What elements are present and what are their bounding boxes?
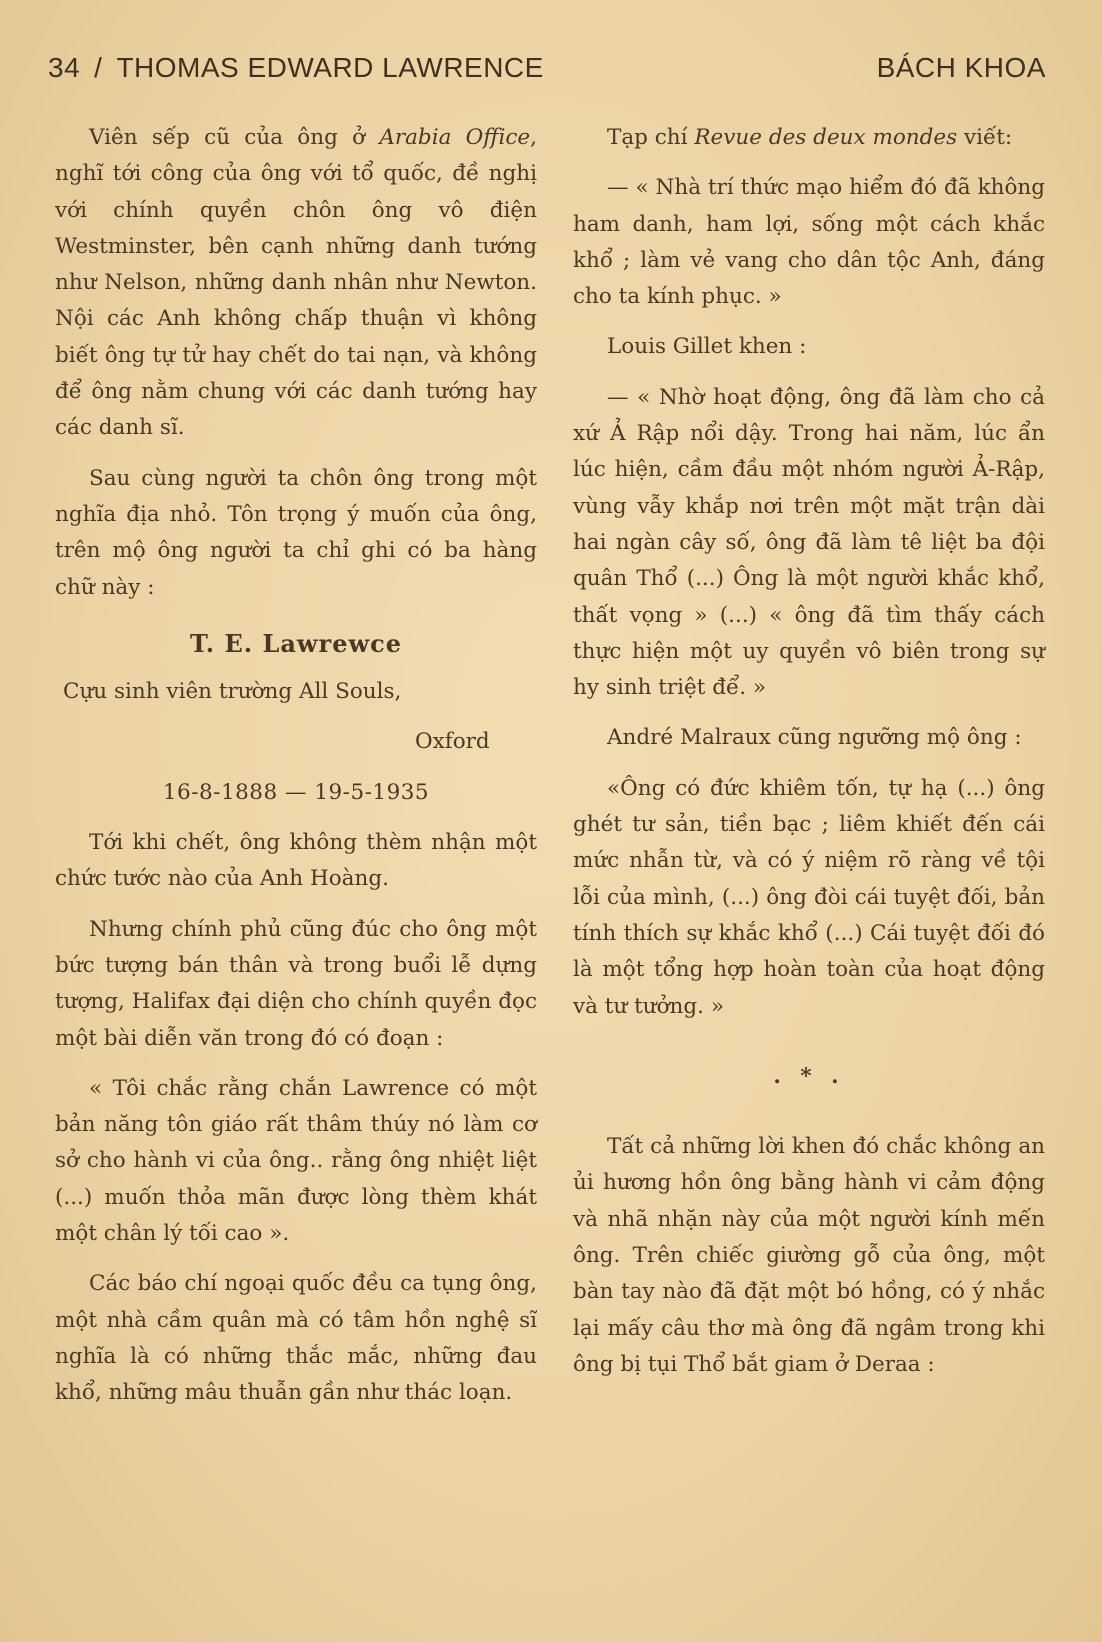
page-number: 34: [48, 52, 81, 83]
paragraph-gillet-intro: Louis Gillet khen :: [607, 334, 807, 360]
paragraph-revue-quote: — « Nhà trí thức mạo hiểm đó đã không ham danh, ham lợi, sống một cách khắc khổ ; làm vẻ vang cho dân tộc Anh, đáng cho ta kính phục. »: [573, 175, 1045, 310]
left-column: [55, 120, 537, 1426]
paragraph-text: viết:: [957, 125, 1013, 150]
paragraph-burial-request: [55, 120, 537, 447]
paragraph-revue-intro: [573, 120, 1045, 156]
epitaph-name: T. E. Lawrewce: [189, 628, 403, 658]
magazine-name: BÁCH KHOA: [876, 52, 1046, 83]
paragraph-bust-statue: Nhưng chính phủ cũng đúc cho ông một bức tượng bán thân và trong buổi lễ dựng tượng, Halifax đại diện cho chính quyền đọc một bài diễn văn trong đó có đoạn :: [55, 916, 537, 1051]
epitaph-dates: 16-8-1888 — 19-5-1935: [162, 779, 430, 805]
page-header: [48, 52, 1046, 84]
right-column: [573, 120, 1045, 1397]
epitaph-line: Cựu sinh viên trường All Souls,: [63, 679, 402, 705]
paragraph-halifax-quote: « Tôi chắc rằng chắn Lawrence có một bản năng tôn giáo rất thâm thúy nó làm cơ sở cho hành vi của ông.. rằng ông nhiệt liệt (...) muốn thỏa mãn được lòng thèm khát một chân lý tối cao ».: [55, 1075, 537, 1247]
paragraph-gillet-quote: — « Nhờ hoạt động, ông đã làm cho cả xứ Ả Rập nổi dậy. Trong hai năm, lúc ẩn lúc hiện, cầm đầu một nhóm người Ả-Rập, vùng vẫy khắp nơi trên một mặt trận dài hai ngàn cây số, ông đã làm tê liệt ba đội quân Thổ (...) Ông là một người khắc khổ, thất vọng » (...) « ông đã tìm thấy cách thực hiện một uy quyền vô biên trong sự hy sinh triệt để. »: [573, 384, 1045, 701]
epitaph-oxford: Oxford: [415, 729, 490, 755]
arabia-office-italic: Arabia Office: [379, 125, 531, 150]
revue-title-italic: Revue des deux mondes: [694, 125, 958, 150]
paragraph-text: Viên sếp cũ của ông ở: [89, 125, 380, 150]
paragraph-foreign-press: Các báo chí ngoại quốc đều ca tụng ông, một nhà cầm quân mà có tâm hồn nghệ sĩ nghĩa là có những thắc mắc, những đau khổ, những mâu thuẫn gần như thác loạn.: [55, 1271, 537, 1406]
running-title: THOMAS EDWARD LAWRENCE: [116, 52, 544, 83]
header-slash: /: [94, 52, 103, 83]
paragraph-malraux-quote: «Ông có đức khiêm tốn, tự hạ (...) ông ghét tư sản, tiền bạc ; liêm khiết đến cái mức nhẫn từ, và có ý niệm rõ ràng về tội lỗi của mình, (...) ông đòi cái tuyệt đối, bản tính thích sự khắc khổ (...) Cái tuyệt đối đó là một tổng hợp hoàn toàn của hoạt động và tư tưởng. »: [573, 775, 1045, 1019]
paragraph-roses: Tất cả những lời khen đó chắc không an ủi hương hồn ông bằng hành vi cảm động và nhã nhặn này của một người kính mến ông. Trên chiếc giường gỗ của ông, một bàn tay nào đã đặt một bó hồng, có ý nhắc lại mấy câu thơ mà ông đã ngâm trong khi ông bị tụi Thổ bắt giam ở Deraa :: [573, 1134, 1045, 1377]
paragraph-text: , nghĩ tới công của ông với tổ quốc, đề nghị với chính quyền chôn ông vô điện Westminster, bên cạnh những danh tướng như Nelson, những danh nhân như Newton. Nội các Anh không chấp thuận vì không biết ông tự tử hay chết do tai nạn, và không để ông nằm chung với các danh tướng hay các danh sĩ.: [55, 125, 538, 441]
paragraph-small-cemetery: Sau cùng người ta chôn ông trong một nghĩa địa nhỏ. Tôn trọng ý muốn của ông, trên mộ ông người ta chỉ ghi có ba hàng chữ này :: [55, 465, 537, 600]
paragraph-text: Tạp chí: [607, 125, 695, 150]
section-separator: . * .: [773, 1063, 845, 1089]
header-left: [48, 52, 544, 84]
paragraph-no-title: Tới khi chết, ông không thèm nhận một chức tước nào của Anh Hoàng.: [55, 830, 537, 892]
paragraph-malraux-intro: André Malraux cũng ngưỡng mộ ông :: [607, 725, 1022, 751]
